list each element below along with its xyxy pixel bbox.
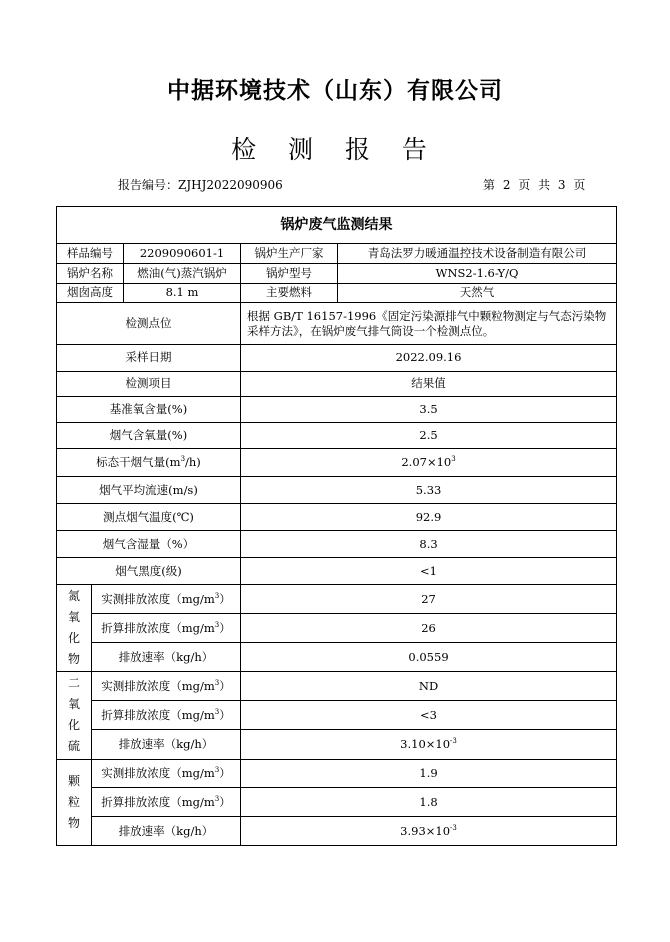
pollutant-parameter-label: 实测排放浓度$(mg/m^3)$ xyxy=(92,759,241,788)
fuel-label: 主要燃料 xyxy=(241,283,338,303)
sample-no-label: 样品编号 xyxy=(57,244,124,264)
boiler-name-value: 燃油(气)蒸汽锅炉 xyxy=(124,263,241,283)
parameter-label: 标态干烟气量$(m^3/h)$ xyxy=(57,449,241,477)
pollutant-group-label: 氮氧化物 xyxy=(57,585,92,672)
chimney-label: 烟囱高度 xyxy=(57,283,124,303)
pollutant-parameter-label: 折算排放浓度$(mg/m^3)$ xyxy=(92,788,241,817)
pollutant-parameter-value: 0.0559 xyxy=(241,643,617,672)
table-row xyxy=(57,371,617,396)
point-description: 根据 GB/T 16157-1996《固定污染源排气中颗粒物测定与气态污染物采样方法》，在锅炉废气排气筒设一个检测点位。 xyxy=(241,303,617,344)
pollutant-group-label: 颗粒物 xyxy=(57,759,92,845)
pollutant-parameter-value: ND xyxy=(241,672,617,701)
parameter-value: <1 xyxy=(241,558,617,585)
pollutant-parameter-value: $3.93\times 10^{-3}$ xyxy=(241,817,617,846)
table-row xyxy=(57,396,617,423)
parameter-label: 基准氧含量(%) xyxy=(57,396,241,423)
table-row xyxy=(57,344,617,371)
pollutant-parameter-value: <3 xyxy=(241,701,617,730)
pollutant-parameter-label: 排放速率（kg/h） xyxy=(92,643,241,672)
pollutant-parameter-label: 实测排放浓度$(mg/m^3)$ xyxy=(92,585,241,614)
report-number: 报告编号：ZJHJ2022090906 xyxy=(118,178,283,192)
table-row xyxy=(57,672,617,701)
boiler-name-label: 锅炉名称 xyxy=(57,263,124,283)
table-row xyxy=(57,558,617,585)
pollutant-parameter-label: 排放速率（kg/h） xyxy=(92,730,241,759)
date-label: 采样日期 xyxy=(57,344,241,371)
date-value: 2022.09.16 xyxy=(241,344,617,371)
table-row xyxy=(57,643,617,672)
table-row xyxy=(57,531,617,558)
table-row xyxy=(57,244,617,264)
maker-label: 锅炉生产厂家 xyxy=(241,244,338,264)
parameter-value: 3.5 xyxy=(241,396,617,423)
table-row xyxy=(57,477,617,504)
parameter-value: 5.33 xyxy=(241,477,617,504)
pollutant-parameter-value: 1.8 xyxy=(241,788,617,817)
point-label: 检测点位 xyxy=(57,303,241,344)
pollutant-parameter-label: 排放速率（kg/h） xyxy=(92,817,241,846)
pollutant-parameter-label: 折算排放浓度$(mg/m^3)$ xyxy=(92,614,241,643)
pollutant-parameter-value: $3.10\times 10^{-3}$ xyxy=(241,730,617,759)
table-row xyxy=(57,730,617,759)
maker-value: 青岛法罗力暖通温控技术设备制造有限公司 xyxy=(338,244,617,264)
parameter-value: 2.5 xyxy=(241,423,617,449)
pollutant-parameter-value: 26 xyxy=(241,614,617,643)
page-info: 第 2 页 共 3 页 xyxy=(483,178,586,192)
table-row xyxy=(57,614,617,643)
item-header: 检测项目 xyxy=(57,371,241,396)
model-label: 锅炉型号 xyxy=(241,263,338,283)
pollutant-parameter-label: 实测排放浓度$(mg/m^3)$ xyxy=(92,672,241,701)
parameter-label: 烟气含氧量(%) xyxy=(57,423,241,449)
parameter-value: $2.07\times 10^3$ xyxy=(241,449,617,477)
table-heading: 锅炉废气监测结果 xyxy=(57,207,617,244)
table-row xyxy=(57,585,617,614)
company-name: 中据环境技术（山东）有限公司 xyxy=(167,78,503,104)
sample-no-value: 2209090601-1 xyxy=(124,244,241,264)
table-row xyxy=(57,701,617,730)
table-row xyxy=(57,449,617,477)
parameter-label: 烟气黑度(级) xyxy=(57,558,241,585)
table-row xyxy=(57,303,617,344)
table-row xyxy=(57,759,617,788)
table-row xyxy=(57,423,617,449)
results-table xyxy=(56,206,617,846)
parameter-value: 8.3 xyxy=(241,531,617,558)
table-row xyxy=(57,504,617,531)
parameter-value: 92.9 xyxy=(241,504,617,531)
parameter-label: 测点烟气温度(℃) xyxy=(57,504,241,531)
parameter-label: 烟气平均流速(m/s) xyxy=(57,477,241,504)
parameter-label: 烟气含湿量（%） xyxy=(57,531,241,558)
model-value: WNS2-1.6-Y/Q xyxy=(338,263,617,283)
pollutant-parameter-value: 1.9 xyxy=(241,759,617,788)
report-title: 检 测 报 告 xyxy=(231,135,439,164)
result-header: 结果值 xyxy=(241,371,617,396)
pollutant-parameter-value: 27 xyxy=(241,585,617,614)
chimney-value: 8.1 m xyxy=(124,283,241,303)
table-row xyxy=(57,817,617,846)
pollutant-group-label: 二氧化硫 xyxy=(57,672,92,759)
table-row xyxy=(57,283,617,303)
pollutant-parameter-label: 折算排放浓度$(mg/m^3)$ xyxy=(92,701,241,730)
fuel-value: 天然气 xyxy=(338,283,617,303)
table-row xyxy=(57,788,617,817)
table-row xyxy=(57,263,617,283)
